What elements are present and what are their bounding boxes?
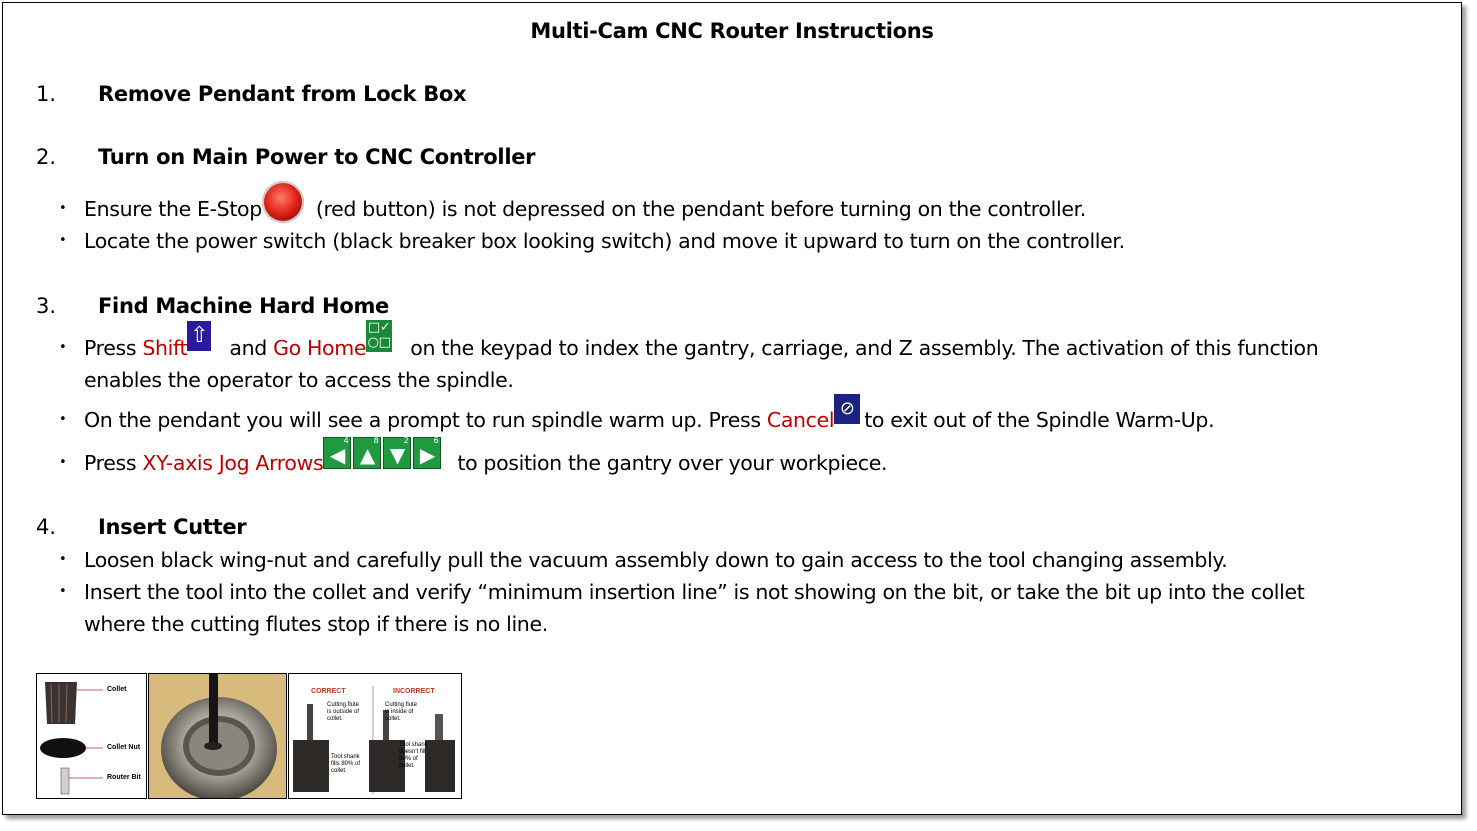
- note-line: collet.: [385, 716, 401, 722]
- bullet-text: where the cutting flutes stop if there is no line.: [84, 612, 548, 636]
- bullet-text: Press: [84, 451, 143, 475]
- incorrect-note-2: [399, 742, 428, 770]
- note-line: Tool shank: [331, 754, 360, 760]
- bullet-text: Locate the power switch (black breaker box looking switch) and move it upward to turn on the controller.: [84, 229, 1125, 253]
- shift-key-icon: ⇧: [187, 321, 211, 351]
- jog-arrows-label: XY-axis Jog Arrows: [142, 451, 324, 475]
- collet-label: Collet: [107, 686, 127, 693]
- step-title: Insert Cutter: [98, 515, 247, 539]
- note-line: Cutting flute: [327, 702, 360, 708]
- go-home-key-label: Go Home: [273, 336, 367, 360]
- correct-note-2: [331, 754, 360, 775]
- bullet-text: (red button) is not depressed on the pendant before turning on the controller.: [315, 197, 1086, 221]
- bullet-text: Loosen black wing-nut and carefully pull the vacuum assembly down to gain access to the tool changing assembly.: [84, 548, 1228, 572]
- bullet-text: and: [223, 336, 274, 360]
- bullet-dot: •: [59, 584, 67, 599]
- bullet-dot: •: [59, 201, 67, 216]
- jog-left-icon: ◀ 4: [323, 437, 351, 469]
- note-line: collet.: [331, 768, 347, 774]
- correct-note: [327, 702, 359, 723]
- jog-number: 2: [403, 436, 409, 445]
- go-home-key-icon: □✓ ○□: [367, 320, 391, 350]
- bullet-dot: •: [59, 552, 67, 567]
- bullet-dot: •: [59, 233, 67, 248]
- bullet-text: On the pendant you will see a prompt to run spindle warm up. Press: [84, 408, 767, 432]
- cancel-key-label: Cancel: [766, 408, 835, 432]
- bullet-text: to position the gantry over your workpiece.: [457, 451, 888, 475]
- note-line: Cutting flute: [385, 702, 418, 708]
- jog-arrows-group: [323, 436, 443, 479]
- bullet-text: enables the operator to access the spindle.: [84, 368, 514, 392]
- collet-diagram-image: [36, 673, 147, 799]
- document-page: [2, 2, 1462, 815]
- step-number: 1.: [36, 82, 57, 106]
- note-line: collet.: [327, 716, 343, 722]
- note-line: doesn't fill: [399, 749, 426, 755]
- collet-photo-image: [148, 673, 287, 799]
- bullet-text: on the keypad to index the gantry, carriage, and Z assembly. The activation of this function: [404, 336, 1319, 360]
- router-bit-label: Router Bit: [107, 774, 141, 781]
- incorrect-heading: INCORRECT: [393, 688, 435, 695]
- bullet-text: Press: [84, 336, 143, 360]
- step-number: 2.: [36, 145, 57, 169]
- step-title: Remove Pendant from Lock Box: [98, 82, 467, 106]
- step-number: 3.: [36, 294, 57, 318]
- note-line: collet.: [399, 763, 415, 769]
- jog-number: 4: [343, 436, 349, 445]
- incorrect-note: [385, 702, 417, 723]
- step-number: 4.: [36, 515, 57, 539]
- note-line: is inside of: [385, 709, 414, 715]
- jog-up-icon: ▲ 8: [353, 437, 381, 469]
- note-line: Tool shank: [399, 742, 428, 748]
- note-line: fills 80% of: [331, 761, 361, 767]
- shift-key-label: Shift: [142, 336, 188, 360]
- bullet-dot: •: [59, 412, 67, 427]
- step-title: Turn on Main Power to CNC Controller: [98, 145, 536, 169]
- bullet-text: Insert the tool into the collet and verify “minimum insertion line” is not showing on the bit, or take the bit up into the collet: [84, 580, 1305, 604]
- cancel-key-icon: ⊘: [834, 394, 860, 424]
- estop-icon: [262, 181, 304, 223]
- insertion-diagram-image: [288, 673, 462, 799]
- note-line: 80% of: [399, 756, 418, 762]
- bullet-text: Ensure the E-Stop: [84, 197, 262, 221]
- document-title: Multi-Cam CNC Router Instructions: [530, 19, 934, 43]
- jog-right-icon: ▶ 6: [413, 437, 441, 469]
- bullet-dot: •: [59, 340, 67, 355]
- bullet-text: to exit out of the Spindle Warm-Up.: [864, 408, 1215, 432]
- jog-number: 6: [433, 436, 439, 445]
- correct-heading: CORRECT: [311, 688, 346, 695]
- note-line: is outside of: [327, 709, 360, 715]
- jog-number: 8: [373, 436, 379, 445]
- step-title: Find Machine Hard Home: [98, 294, 389, 318]
- collet-nut-label: Collet Nut: [107, 744, 141, 751]
- bullet-dot: •: [59, 455, 67, 470]
- jog-down-icon: ▼ 2: [383, 437, 411, 469]
